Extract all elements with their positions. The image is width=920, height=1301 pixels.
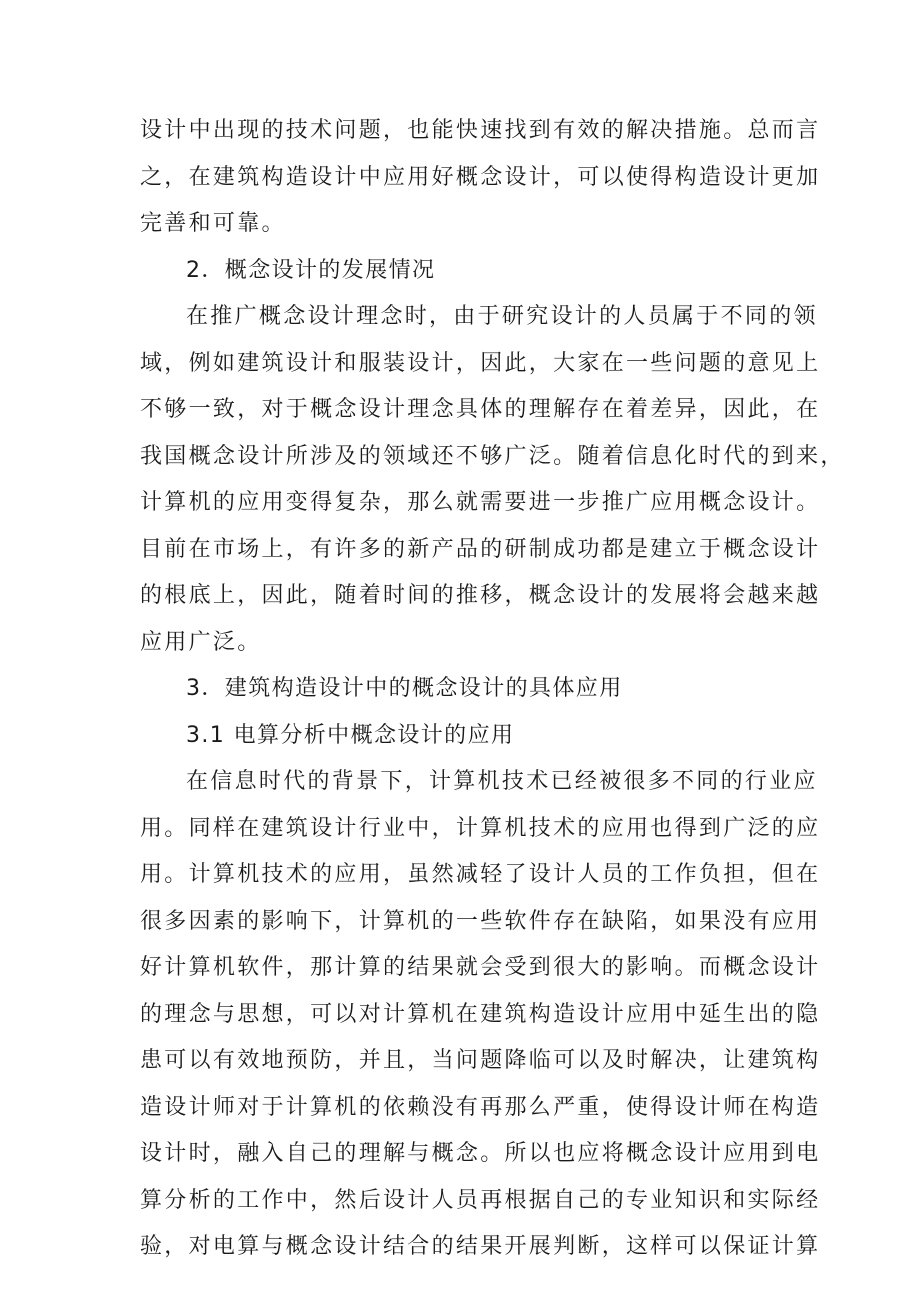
- section-heading-3: 3．建筑构造设计中的概念设计的具体应用: [186, 676, 623, 701]
- subsection-heading-3-1: 3.1 电算分析中概念设计的应用: [186, 722, 515, 748]
- text-line: 很多因素的影响下，计算机的一些软件存在缺陷，如果没有应用: [140, 908, 821, 934]
- text-line: 应用广泛。: [140, 629, 262, 655]
- text-line: 造设计师对于计算机的依赖没有再那么严重，使得设计师在构造: [140, 1094, 821, 1120]
- text-line: 好计算机软件，那计算的结果就会受到很大的影响。而概念设计: [140, 955, 821, 980]
- section-heading-2: 2．概念设计的发展情况: [186, 257, 436, 283]
- paragraph-intro-continuation: [140, 108, 821, 248]
- text-line: 在信息时代的背景下，计算机技术已经被很多不同的行业应: [186, 769, 818, 794]
- text-line: 之，在建筑构造设计中应用好概念设计，可以使得构造设计更加: [140, 164, 821, 190]
- text-line: 的理念与思想，可以对计算机在建筑构造设计应用中延生出的隐: [140, 1001, 821, 1027]
- document-body: [140, 108, 845, 1271]
- text-line: 患可以有效地预防，并且，当问题降临可以及时解决，让建筑构: [140, 1048, 821, 1073]
- text-line: 不够一致，对于概念设计理念具体的理解存在着差异，因此，在: [140, 397, 821, 422]
- text-line: 设计时，融入自己的理解与概念。所以也应将概念设计应用到电: [140, 1141, 821, 1166]
- text-line: 目前在市场上，有许多的新产品的研制成功都是建立于概念设计: [140, 536, 821, 562]
- paragraph-computation-analysis: [140, 759, 821, 1271]
- text-line: 的根底上，因此，随着时间的推移，概念设计的发展将会越来越: [140, 583, 821, 608]
- text-line: 完善和可靠。: [140, 211, 286, 236]
- text-line: 设计中出现的技术问题，也能快速找到有效的解决措施。总而言: [140, 118, 821, 143]
- text-line: 算分析的工作中，然后设计人员再根据自己的专业知识和实际经: [140, 1187, 821, 1213]
- text-line: 用。同样在建筑设计行业中，计算机技术的应用也得到广泛的应: [140, 815, 821, 841]
- text-line: 计算机的应用变得复杂，那么就需要进一步推广应用概念设计。: [140, 490, 821, 515]
- text-line: 用。计算机技术的应用，虽然减轻了设计人员的工作负担，但在: [140, 862, 821, 887]
- text-line: 我国概念设计所涉及的领域还不够广泛。随着信息化时代的到来，: [140, 443, 845, 469]
- paragraph-development: [140, 294, 845, 666]
- text-line: 在推广概念设计理念时，由于研究设计的人员属于不同的领: [186, 304, 818, 329]
- text-line: 域，例如建筑设计和服装设计，因此，大家在一些问题的意见上: [140, 350, 821, 376]
- text-line: 验，对电算与概念设计结合的结果开展判断，这样可以保证计算: [140, 1234, 821, 1259]
